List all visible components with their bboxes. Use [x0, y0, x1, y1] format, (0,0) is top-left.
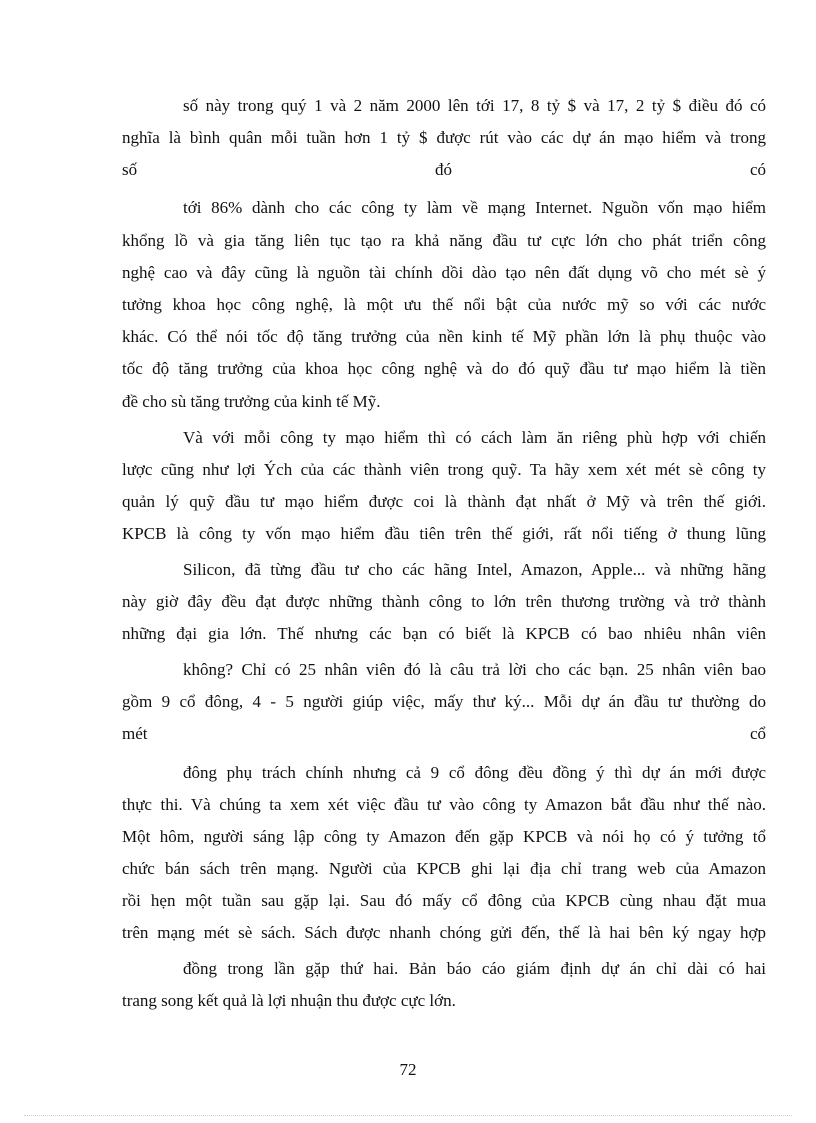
text-line: nghệ cao và đây cũng là nguồn tài chính dồi dào tạo nên đất dụng võ cho mét sè ý — [122, 263, 766, 282]
text-line: lược cũng như lợi Ých của các thành viên trong quỹ. Ta hãy xem xét mét sè công ty — [122, 460, 766, 479]
text-line: Một hôm, người sáng lập công ty Amazon đến gặp KPCB và nói họ có ý tưởng tổ — [122, 827, 766, 846]
text-line: không? Chỉ có 25 nhân viên đó là câu trả lời cho các bạn. 25 nhân viên bao — [183, 660, 766, 679]
text-line: gồm 9 cổ đông, 4 - 5 người giúp việc, mấy thư ký... Mỗi dự án đầu tư thường do — [122, 692, 766, 711]
text-line: số này trong quý 1 và 2 năm 2000 lên tới 17, 8 tỷ $ và 17, 2 tỷ $ điều đó có — [183, 96, 766, 115]
text-line: khác. Có thể nói tốc độ tăng trưởng của nền kinh tế Mỹ phần lớn là phụ thuộc vào — [122, 327, 766, 346]
text-line: chức bán sách trên mạng. Người của KPCB ghi lại địa chỉ trang web của Amazon — [122, 859, 766, 878]
page-bottom-divider — [24, 1115, 792, 1116]
text-line: Silicon, đã từng đầu tư cho các hãng Intel, Amazon, Apple... và những hãng — [183, 560, 766, 579]
text-line: thực thi. Và chúng ta xem xét việc đầu tư vào công ty Amazon bắt đầu như thế nào. — [122, 795, 766, 814]
text-line: Và với mỗi công ty mạo hiểm thì có cách làm ăn riêng phù hợp với chiến — [183, 428, 766, 447]
text-line: tới 86% dành cho các công ty làm về mạng Internet. Nguồn vốn mạo hiểm — [183, 198, 766, 217]
text-line: này giờ đây đều đạt được những thành công to lớn trên thương trường và trở thành — [122, 592, 766, 611]
text-line: số đó có — [122, 160, 766, 179]
text-line: tốc độ tăng trưởng của khoa học công nghệ và do đó quỹ đầu tư mạo hiểm là tiền — [122, 359, 766, 378]
text-line: tưởng khoa học công nghệ, là một ưu thế nổi bật của nước mỹ so với các nước — [122, 295, 766, 314]
text-line: trên mạng mét sè sách. Sách được nhanh chóng gửi đến, thế là hai bên ký ngay hợp — [122, 923, 766, 942]
page-number: 72 — [399, 1060, 417, 1079]
text-line: đề cho sù tăng trưởng của kinh tế Mỹ. — [122, 392, 381, 411]
text-line: đồng trong lần gặp thứ hai. Bản báo cáo giám định dự án chỉ dài có hai — [183, 959, 766, 978]
text-line: đông phụ trách chính nhưng cả 9 cổ đông đều đồng ý thì dự án mới được — [183, 763, 766, 782]
text-line: khổng lồ và gia tăng liên tục tạo ra khả năng đầu tư cực lớn cho phát triển công — [122, 231, 766, 250]
text-line: nghĩa là bình quân mỗi tuần hơn 1 tỷ $ được rút vào các dự án mạo hiểm và trong — [122, 128, 766, 147]
text-line: quản lý quỹ đầu tư mạo hiểm được coi là thành đạt nhất ở Mỹ và trên thế giới. — [122, 492, 766, 511]
text-line: rồi hẹn một tuần sau gặp lại. Sau đó mấy cổ đông của KPCB cùng nhau đặt mua — [122, 891, 766, 910]
text-line: KPCB là công ty vốn mạo hiểm đầu tiên trên thế giới, rất nổi tiếng ở thung lũng — [122, 524, 766, 543]
text-line: mét cổ — [122, 724, 766, 743]
text-line: trang song kết quả là lợi nhuận thu được cực lớn. — [122, 991, 456, 1010]
text-line: những đại gia lớn. Thế nhưng các bạn có biết là KPCB có bao nhiêu nhân viên — [122, 624, 766, 643]
